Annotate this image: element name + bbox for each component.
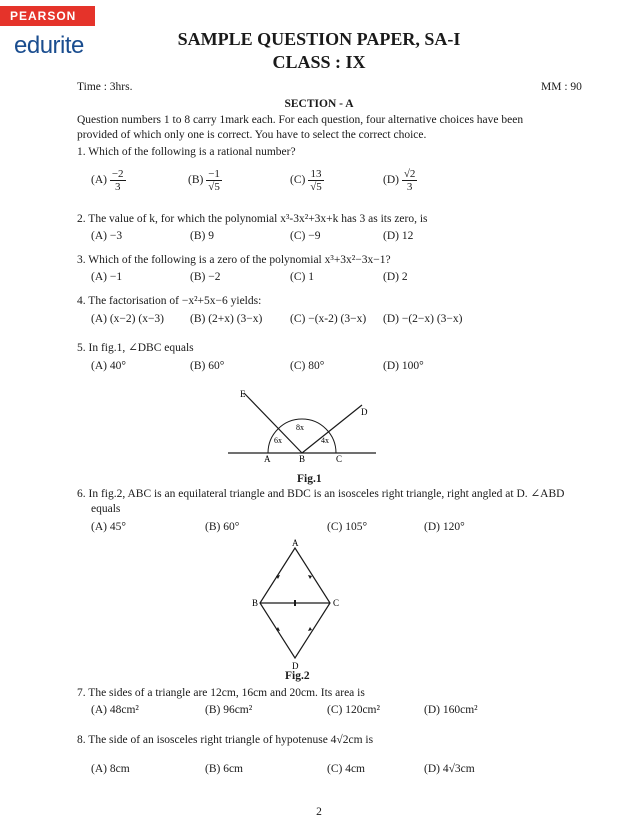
point-a-label: A	[292, 538, 299, 548]
q8-option-c: (C) 4cm	[327, 763, 366, 775]
q6-option-d: (D) 120°	[424, 521, 465, 533]
q1-option-a	[91, 168, 126, 193]
question-7: 7. The sides of a triangle are 12cm, 16cm and 20cm. Its area is	[77, 687, 365, 699]
numerator: −2	[111, 168, 124, 180]
question-6-line-2: equals	[91, 503, 121, 515]
question-6-line-1: 6. In fig.2, ABC is an equilateral triangle and BDC is an isosceles right triangle, right angled at D. ∠ABD	[77, 488, 565, 500]
q2-option-a: (A) −3	[91, 230, 123, 242]
numerator: √2	[403, 168, 416, 180]
instruction-line-2: provided of which only one is correct. You have to select the correct choice.	[77, 129, 427, 141]
q2-option-c: (C) −9	[290, 230, 321, 242]
numerator: 13	[308, 168, 324, 181]
q8-option-d: (D) 4√3cm	[424, 763, 475, 775]
q6-option-b: (B) 60°	[205, 521, 240, 533]
max-marks-label: MM : 90	[541, 81, 582, 93]
q6-option-c: (C) 105°	[327, 521, 368, 533]
fraction	[402, 168, 418, 193]
point-b-label: B	[299, 454, 306, 463]
point-c-label: C	[333, 598, 340, 608]
point-a-label: A	[264, 454, 271, 463]
question-8: 8. The side of an isosceles right triangle of hypotenuse 4√2cm is	[77, 734, 374, 746]
tick-mark	[308, 575, 312, 579]
question-4: 4. The factorisation of −x²+5x−6 yields:	[77, 295, 262, 307]
q2-option-d: (D) 12	[383, 230, 414, 242]
numerator: −1	[208, 168, 220, 180]
fraction	[308, 168, 324, 193]
paper-title: SAMPLE QUESTION PAPER, SA-I	[177, 29, 461, 49]
q3-option-c: (C) 1	[290, 271, 314, 283]
q4-option-a: (A) (x−2) (x−3)	[91, 313, 165, 325]
denominator: 3	[406, 181, 413, 193]
class-title: CLASS : IX	[272, 52, 366, 72]
q5-option-d: (D) 100°	[383, 360, 424, 372]
q7-option-d: (D) 160cm²	[424, 704, 478, 716]
ray-be	[244, 393, 302, 453]
q7-option-c: (C) 120cm²	[327, 704, 380, 716]
q8-option-a: (A) 8cm	[91, 763, 130, 775]
q4-option-b: (B) (2+x) (3−x)	[190, 313, 263, 325]
figure-1	[228, 385, 378, 463]
edurite-logo: edurite	[14, 32, 84, 59]
q3-option-a: (A) −1	[91, 271, 123, 283]
q5-option-c: (C) 80°	[290, 360, 325, 372]
q6-option-a: (A) 45°	[91, 521, 126, 533]
question-2: 2. The value of k, for which the polynomial x³-3x²+3x+k has 3 as its zero, is	[77, 213, 428, 225]
figure-2	[250, 538, 350, 670]
page-number: 2	[316, 806, 322, 818]
angle-6x-label: 6x	[274, 436, 282, 445]
point-e-label: E	[240, 389, 246, 399]
pearson-logo: PEARSON	[0, 6, 95, 26]
option-label: (A)	[91, 174, 107, 187]
q4-option-d: (D) −(2−x) (3−x)	[383, 313, 463, 325]
denominator: √5	[208, 181, 220, 193]
time-label: Time : 3hrs.	[77, 81, 133, 93]
q2-option-b: (B) 9	[190, 230, 214, 242]
point-c-label: C	[336, 454, 343, 463]
q7-option-b: (B) 96cm²	[205, 704, 253, 716]
q3-option-d: (D) 2	[383, 271, 408, 283]
fig1-caption: Fig.1	[297, 473, 322, 485]
point-d-label: D	[292, 661, 299, 670]
point-d-label: D	[361, 407, 368, 417]
point-b-label: B	[252, 598, 259, 608]
q5-option-b: (B) 60°	[190, 360, 225, 372]
q1-option-d	[383, 168, 417, 193]
instruction-line-1: Question numbers 1 to 8 carry 1mark each. For each question, four alternative choices have been	[77, 114, 524, 126]
q1-option-c	[290, 168, 324, 193]
option-label: (B)	[188, 174, 204, 187]
question-1: 1. Which of the following is a rational number?	[77, 146, 296, 158]
q1-option-b	[188, 168, 222, 193]
q3-option-b: (B) −2	[190, 271, 221, 283]
denominator: 3	[114, 181, 121, 193]
fraction	[110, 168, 126, 193]
option-label: (D)	[383, 174, 399, 187]
question-5: 5. In fig.1, ∠DBC equals	[77, 342, 194, 354]
option-label: (C)	[290, 174, 306, 187]
q8-option-b: (B) 6cm	[205, 763, 244, 775]
ray-bd	[302, 405, 362, 453]
tick-mark	[308, 627, 312, 631]
denominator: √5	[310, 181, 322, 193]
question-3: 3. Which of the following is a zero of the polynomial x³+3x²−3x−1?	[77, 254, 391, 266]
fraction	[206, 168, 222, 193]
q5-option-a: (A) 40°	[91, 360, 126, 372]
q7-option-a: (A) 48cm²	[91, 704, 139, 716]
angle-4x-label: 4x	[321, 436, 329, 445]
section-heading: SECTION - A	[284, 98, 354, 110]
fig2-caption: Fig.2	[285, 670, 310, 682]
angle-8x-label: 8x	[296, 423, 304, 432]
q4-option-c: (C) −(x-2) (3−x)	[290, 313, 367, 325]
